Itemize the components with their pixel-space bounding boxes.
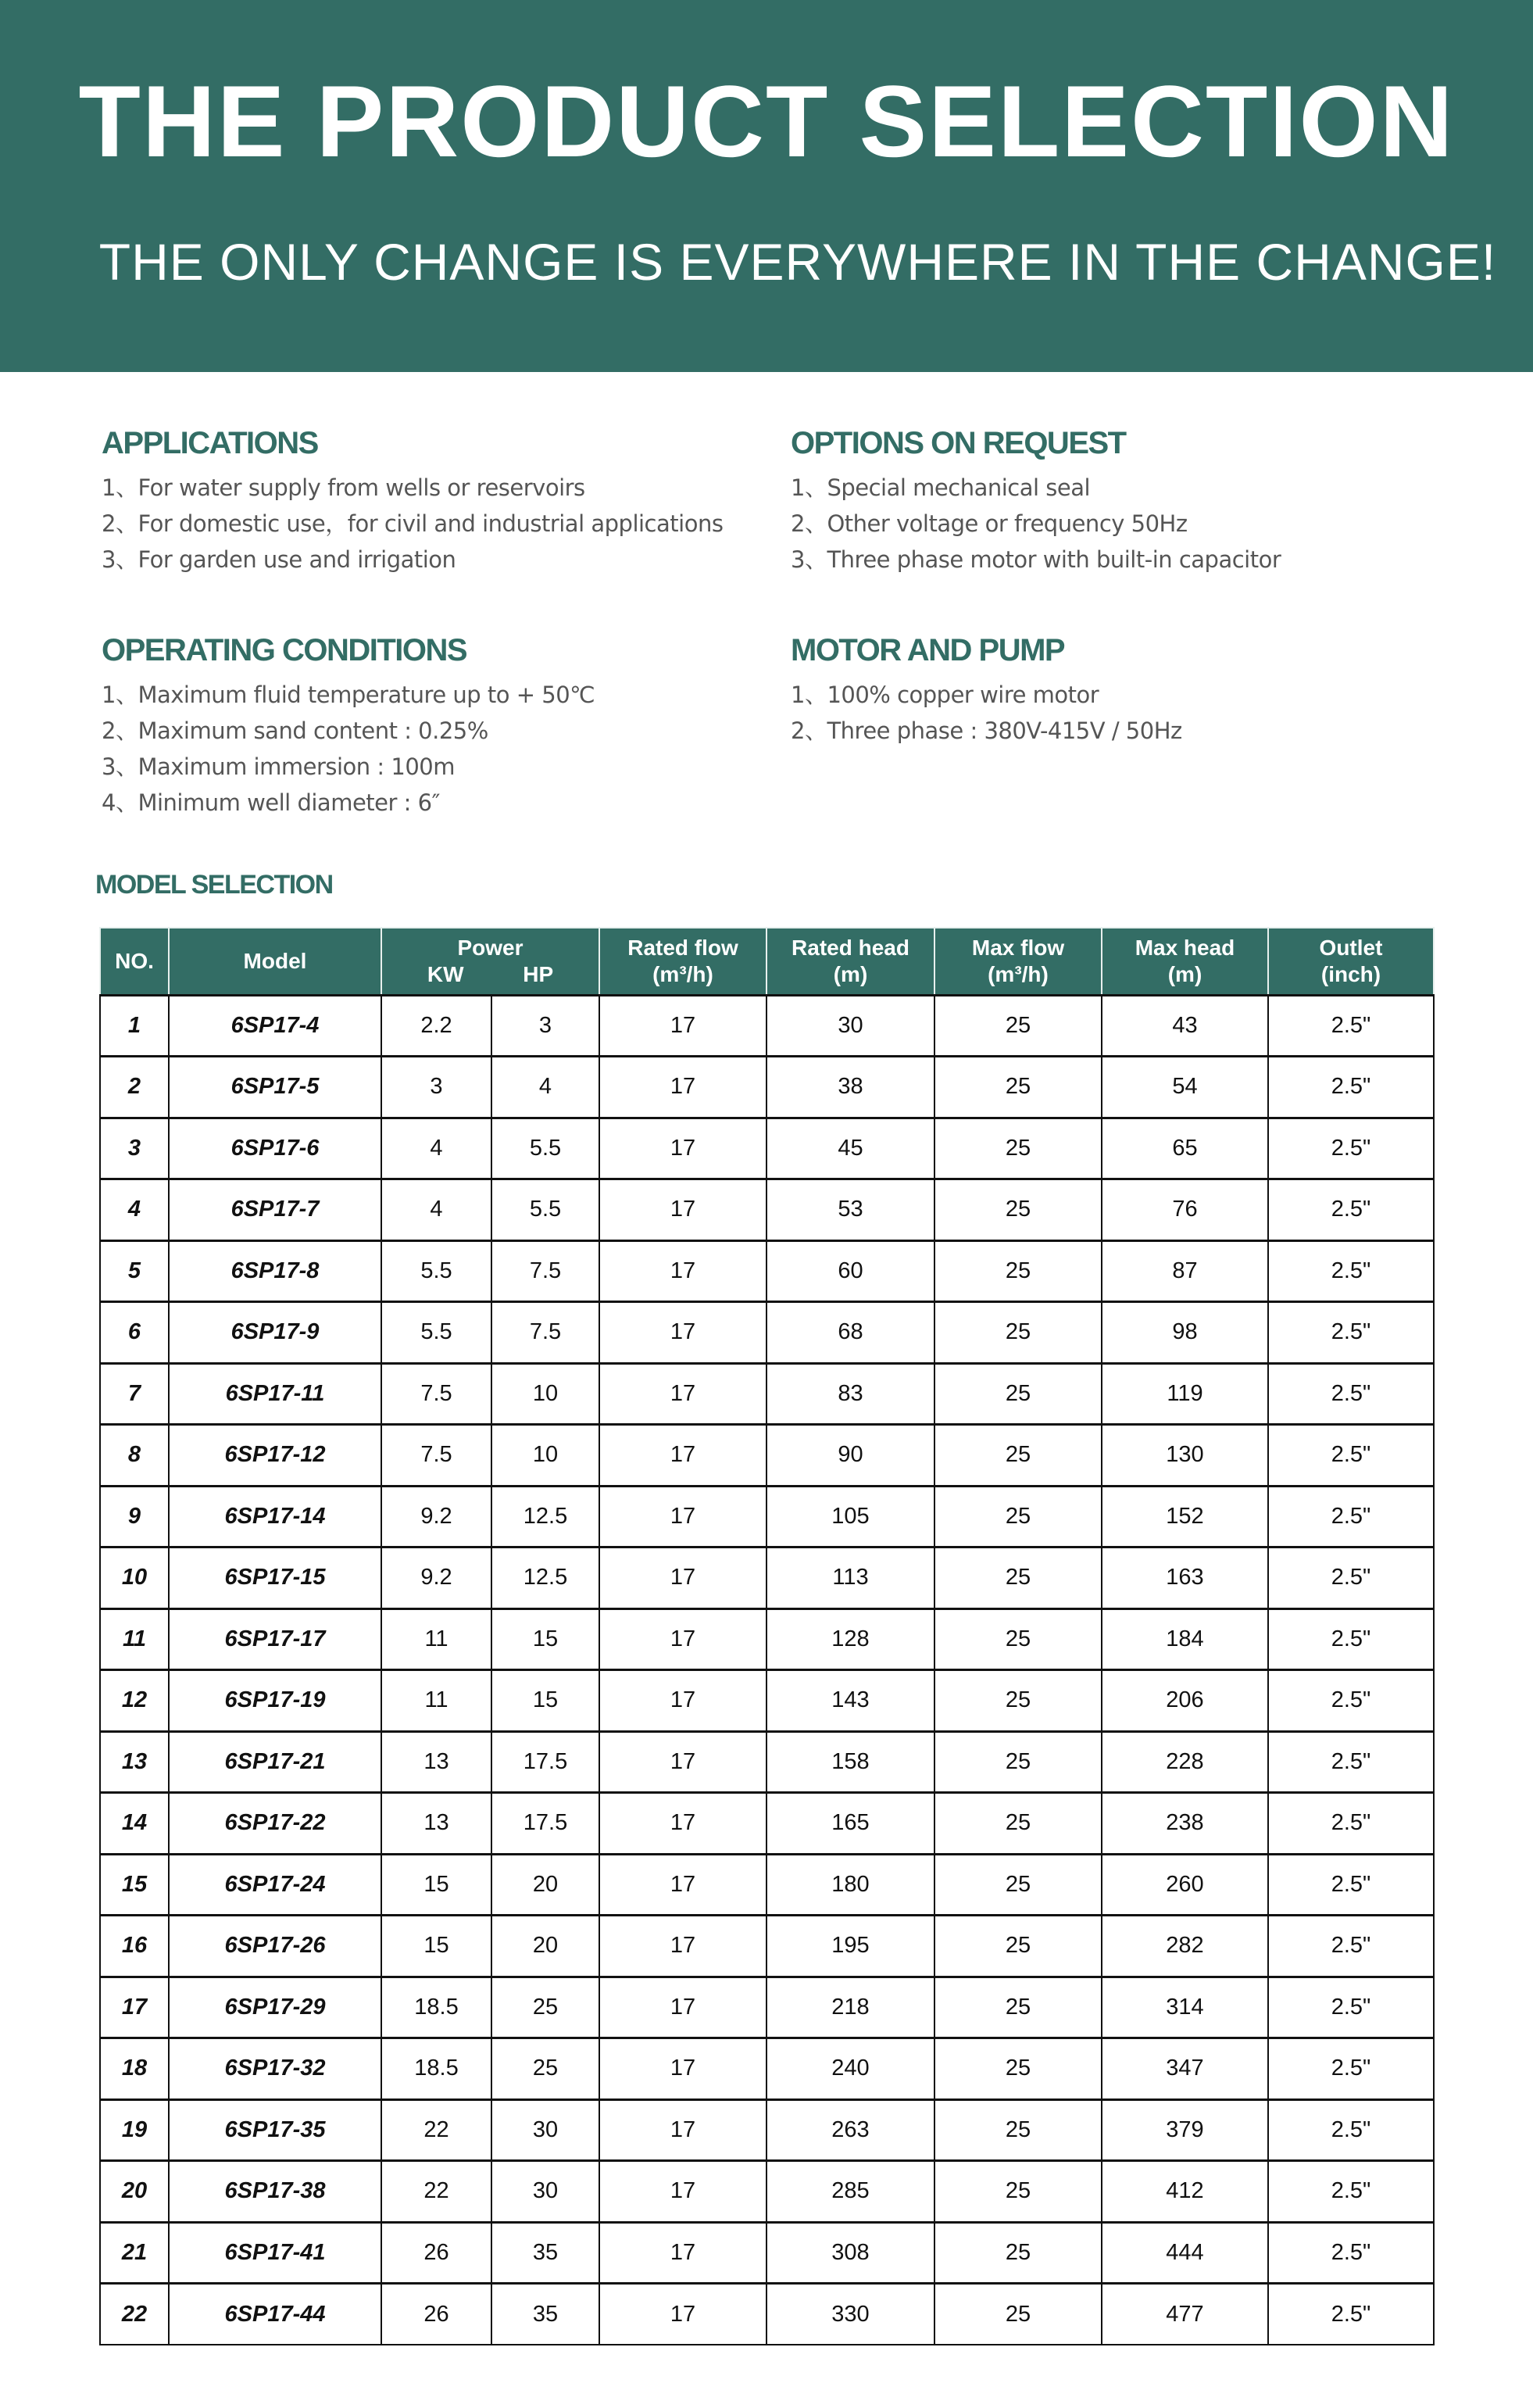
- cell-rated-flow: 17: [599, 1916, 766, 1977]
- cell-no: 11: [100, 1608, 169, 1670]
- list-item: 1、Special mechanical seal: [791, 474, 1091, 501]
- cell-no: 4: [100, 1179, 169, 1241]
- cell-rated-flow: 17: [599, 1854, 766, 1916]
- cell-hp: 20: [491, 1916, 599, 1977]
- table-row: [100, 1731, 1434, 1793]
- cell-no: 5: [100, 1240, 169, 1302]
- table-row: [100, 1179, 1434, 1241]
- options-heading: OPTIONS ON REQUEST: [791, 426, 1126, 460]
- list-item: 2、For domestic use，for civil and industrial applications: [102, 510, 724, 537]
- cell-max-flow: 25: [934, 1302, 1102, 1364]
- cell-rated-flow: 17: [599, 1179, 766, 1241]
- cell-max-head: 119: [1102, 1363, 1268, 1425]
- cell-outlet: 2.5": [1268, 2222, 1434, 2284]
- cell-outlet: 2.5": [1268, 1057, 1434, 1118]
- header-max-head: [1102, 928, 1268, 995]
- table-row: [100, 2038, 1434, 2100]
- cell-hp: 20: [491, 1854, 599, 1916]
- cell-rated-flow: 17: [599, 2038, 766, 2100]
- cell-rated-head: 90: [766, 1425, 934, 1487]
- header-label: Rated flow: [627, 935, 738, 960]
- cell-kw: 7.5: [381, 1363, 491, 1425]
- table-row: [100, 2099, 1434, 2161]
- cell-model: 6SP17-15: [169, 1547, 381, 1609]
- cell-model: 6SP17-8: [169, 1240, 381, 1302]
- cell-rated-flow: 17: [599, 1425, 766, 1487]
- cell-hp: 10: [491, 1425, 599, 1487]
- cell-outlet: 2.5": [1268, 1363, 1434, 1425]
- cell-kw: 15: [381, 1854, 491, 1916]
- cell-max-head: 477: [1102, 2284, 1268, 2345]
- cell-rated-head: 128: [766, 1608, 934, 1670]
- cell-outlet: 2.5": [1268, 2161, 1434, 2223]
- cell-hp: 35: [491, 2222, 599, 2284]
- cell-kw: 18.5: [381, 1977, 491, 2038]
- cell-kw: 5.5: [381, 1302, 491, 1364]
- cell-hp: 17.5: [491, 1731, 599, 1793]
- cell-max-head: 347: [1102, 2038, 1268, 2100]
- cell-outlet: 2.5": [1268, 1793, 1434, 1855]
- cell-hp: 15: [491, 1608, 599, 1670]
- cell-max-head: 238: [1102, 1793, 1268, 1855]
- operating-conditions-section: [102, 632, 595, 821]
- cell-max-head: 282: [1102, 1916, 1268, 1977]
- cell-hp: 15: [491, 1670, 599, 1732]
- cell-no: 8: [100, 1425, 169, 1487]
- cell-kw: 13: [381, 1793, 491, 1855]
- cell-rated-head: 263: [766, 2099, 934, 2161]
- table-row: [100, 2161, 1434, 2223]
- cell-outlet: 2.5": [1268, 1854, 1434, 1916]
- cell-model: 6SP17-9: [169, 1302, 381, 1364]
- cell-kw: 5.5: [381, 1240, 491, 1302]
- cell-kw: 4: [381, 1179, 491, 1241]
- cell-model: 6SP17-38: [169, 2161, 381, 2223]
- cell-max-flow: 25: [934, 1363, 1102, 1425]
- cell-no: 12: [100, 1670, 169, 1732]
- cell-no: 22: [100, 2284, 169, 2345]
- cell-model: 6SP17-29: [169, 1977, 381, 2038]
- model-selection-table: [99, 927, 1435, 2345]
- cell-max-head: 228: [1102, 1731, 1268, 1793]
- cell-rated-head: 165: [766, 1793, 934, 1855]
- table-row: [100, 1057, 1434, 1118]
- table-row: [100, 1486, 1434, 1547]
- cell-model: 6SP17-5: [169, 1057, 381, 1118]
- cell-outlet: 2.5": [1268, 1670, 1434, 1732]
- cell-kw: 26: [381, 2222, 491, 2284]
- cell-outlet: 2.5": [1268, 1486, 1434, 1547]
- table-row: [100, 1425, 1434, 1487]
- cell-max-flow: 25: [934, 1425, 1102, 1487]
- header-unit: (m): [1167, 961, 1202, 986]
- cell-rated-head: 285: [766, 2161, 934, 2223]
- table-row: [100, 995, 1434, 1057]
- cell-outlet: 2.5": [1268, 1547, 1434, 1609]
- list-item: 3、Three phase motor with built-in capacitor: [791, 546, 1281, 573]
- table-body: [100, 995, 1434, 2345]
- table-row: [100, 1977, 1434, 2038]
- cell-hp: 30: [491, 2161, 599, 2223]
- cell-model: 6SP17-26: [169, 1916, 381, 1977]
- cell-model: 6SP17-21: [169, 1731, 381, 1793]
- header-power: [381, 928, 599, 995]
- table-row: [100, 2284, 1434, 2345]
- cell-outlet: 2.5": [1268, 2099, 1434, 2161]
- cell-max-head: 206: [1102, 1670, 1268, 1732]
- cell-rated-flow: 17: [599, 2222, 766, 2284]
- table-row: [100, 1240, 1434, 1302]
- table-row: [100, 1793, 1434, 1855]
- cell-hp: 35: [491, 2284, 599, 2345]
- cell-kw: 26: [381, 2284, 491, 2345]
- cell-max-flow: 25: [934, 1793, 1102, 1855]
- cell-rated-flow: 17: [599, 1670, 766, 1732]
- page-subtitle: THE ONLY CHANGE IS EVERYWHERE IN THE CHANGE!: [98, 233, 1497, 291]
- cell-rated-head: 330: [766, 2284, 934, 2345]
- options-list: [791, 470, 1281, 578]
- header-hp: HP: [523, 961, 554, 986]
- cell-hp: 5.5: [491, 1118, 599, 1179]
- cell-rated-head: 240: [766, 2038, 934, 2100]
- cell-no: 1: [100, 995, 169, 1057]
- cell-hp: 12.5: [491, 1547, 599, 1609]
- cell-max-head: 98: [1102, 1302, 1268, 1364]
- cell-max-head: 152: [1102, 1486, 1268, 1547]
- cell-rated-head: 158: [766, 1731, 934, 1793]
- cell-max-flow: 25: [934, 1179, 1102, 1241]
- cell-max-flow: 25: [934, 2099, 1102, 2161]
- header-no: NO.: [100, 928, 169, 995]
- cell-hp: 30: [491, 2099, 599, 2161]
- cell-outlet: 2.5": [1268, 1240, 1434, 1302]
- cell-no: 13: [100, 1731, 169, 1793]
- cell-rated-head: 60: [766, 1240, 934, 1302]
- header-unit: (inch): [1320, 961, 1381, 986]
- cell-no: 17: [100, 1977, 169, 2038]
- cell-outlet: 2.5": [1268, 1977, 1434, 2038]
- cell-rated-head: 308: [766, 2222, 934, 2284]
- header-label: Outlet: [1319, 935, 1383, 960]
- cell-outlet: 2.5": [1268, 1731, 1434, 1793]
- cell-kw: 13: [381, 1731, 491, 1793]
- cell-model: 6SP17-35: [169, 2099, 381, 2161]
- header-banner: [0, 0, 1533, 372]
- cell-kw: 11: [381, 1670, 491, 1732]
- cell-rated-flow: 17: [599, 1608, 766, 1670]
- cell-max-flow: 25: [934, 1057, 1102, 1118]
- cell-max-head: 412: [1102, 2161, 1268, 2223]
- cell-max-head: 76: [1102, 1179, 1268, 1241]
- list-item: 4、Minimum well diameter : 6″: [102, 789, 440, 816]
- cell-no: 15: [100, 1854, 169, 1916]
- applications-section: [102, 424, 723, 578]
- cell-hp: 10: [491, 1363, 599, 1425]
- header-label: Rated head: [792, 935, 909, 960]
- options-section: [791, 424, 1281, 578]
- cell-hp: 12.5: [491, 1486, 599, 1547]
- cell-no: 20: [100, 2161, 169, 2223]
- cell-no: 9: [100, 1486, 169, 1547]
- cell-rated-head: 38: [766, 1057, 934, 1118]
- cell-max-head: 130: [1102, 1425, 1268, 1487]
- cell-max-flow: 25: [934, 1486, 1102, 1547]
- header-label: Max head: [1135, 935, 1235, 960]
- cell-no: 14: [100, 1793, 169, 1855]
- list-item: 1、100% copper wire motor: [791, 682, 1099, 708]
- cell-rated-head: 68: [766, 1302, 934, 1364]
- cell-model: 6SP17-41: [169, 2222, 381, 2284]
- cell-kw: 22: [381, 2099, 491, 2161]
- cell-no: 19: [100, 2099, 169, 2161]
- cell-model: 6SP17-17: [169, 1608, 381, 1670]
- cell-no: 16: [100, 1916, 169, 1977]
- table-row: [100, 1302, 1434, 1364]
- page-title: THE PRODUCT SELECTION: [78, 64, 1455, 178]
- cell-kw: 15: [381, 1916, 491, 1977]
- cell-rated-head: 53: [766, 1179, 934, 1241]
- cell-outlet: 2.5": [1268, 1425, 1434, 1487]
- cell-max-flow: 25: [934, 1608, 1102, 1670]
- header-label: Max flow: [971, 935, 1065, 960]
- cell-model: 6SP17-19: [169, 1670, 381, 1732]
- list-item: 2、Three phase : 380V-415V / 50Hz: [791, 717, 1182, 744]
- operating-heading: OPERATING CONDITIONS: [102, 633, 467, 667]
- table-header-row: [100, 928, 1434, 995]
- cell-max-head: 54: [1102, 1057, 1268, 1118]
- cell-rated-head: 105: [766, 1486, 934, 1547]
- table-row: [100, 1363, 1434, 1425]
- motor-heading: MOTOR AND PUMP: [791, 633, 1065, 667]
- cell-rated-flow: 17: [599, 1302, 766, 1364]
- cell-max-head: 163: [1102, 1547, 1268, 1609]
- cell-rated-flow: 17: [599, 995, 766, 1057]
- cell-kw: 7.5: [381, 1425, 491, 1487]
- cell-hp: 4: [491, 1057, 599, 1118]
- cell-max-head: 43: [1102, 995, 1268, 1057]
- cell-outlet: 2.5": [1268, 1179, 1434, 1241]
- table-row: [100, 1670, 1434, 1732]
- cell-rated-head: 143: [766, 1670, 934, 1732]
- cell-max-flow: 25: [934, 995, 1102, 1057]
- cell-no: 6: [100, 1302, 169, 1364]
- cell-rated-flow: 17: [599, 2161, 766, 2223]
- cell-no: 21: [100, 2222, 169, 2284]
- table-row: [100, 1854, 1434, 1916]
- cell-outlet: 2.5": [1268, 2038, 1434, 2100]
- cell-hp: 17.5: [491, 1793, 599, 1855]
- operating-list: [102, 677, 595, 821]
- cell-outlet: 2.5": [1268, 2284, 1434, 2345]
- cell-kw: 4: [381, 1118, 491, 1179]
- cell-rated-head: 30: [766, 995, 934, 1057]
- cell-max-flow: 25: [934, 1118, 1102, 1179]
- cell-model: 6SP17-11: [169, 1363, 381, 1425]
- cell-rated-flow: 17: [599, 1240, 766, 1302]
- cell-no: 10: [100, 1547, 169, 1609]
- cell-rated-flow: 17: [599, 1057, 766, 1118]
- cell-hp: 5.5: [491, 1179, 599, 1241]
- cell-hp: 7.5: [491, 1302, 599, 1364]
- cell-outlet: 2.5": [1268, 1916, 1434, 1977]
- cell-rated-head: 180: [766, 1854, 934, 1916]
- table-row: [100, 1608, 1434, 1670]
- cell-outlet: 2.5": [1268, 995, 1434, 1057]
- header-unit: (m): [833, 961, 868, 986]
- cell-max-flow: 25: [934, 1547, 1102, 1609]
- table-row: [100, 1118, 1434, 1179]
- table-row: [100, 1547, 1434, 1609]
- list-item: 3、For garden use and irrigation: [102, 546, 456, 573]
- cell-rated-flow: 17: [599, 1977, 766, 2038]
- motor-list: [791, 677, 1182, 749]
- cell-max-flow: 25: [934, 1854, 1102, 1916]
- cell-max-flow: 25: [934, 1731, 1102, 1793]
- cell-max-flow: 25: [934, 2038, 1102, 2100]
- cell-rated-flow: 17: [599, 1731, 766, 1793]
- cell-kw: 9.2: [381, 1547, 491, 1609]
- cell-max-head: 314: [1102, 1977, 1268, 2038]
- cell-no: 2: [100, 1057, 169, 1118]
- cell-rated-head: 83: [766, 1363, 934, 1425]
- header-unit: (m³/h): [988, 961, 1049, 986]
- list-item: 1、For water supply from wells or reservoirs: [102, 474, 585, 501]
- cell-max-head: 87: [1102, 1240, 1268, 1302]
- cell-rated-flow: 17: [599, 1793, 766, 1855]
- cell-model: 6SP17-22: [169, 1793, 381, 1855]
- table-row: [100, 1916, 1434, 1977]
- cell-model: 6SP17-14: [169, 1486, 381, 1547]
- cell-kw: 22: [381, 2161, 491, 2223]
- cell-rated-head: 113: [766, 1547, 934, 1609]
- cell-model: 6SP17-12: [169, 1425, 381, 1487]
- cell-model: 6SP17-4: [169, 995, 381, 1057]
- cell-max-flow: 25: [934, 1240, 1102, 1302]
- cell-hp: 7.5: [491, 1240, 599, 1302]
- cell-outlet: 2.5": [1268, 1302, 1434, 1364]
- cell-max-head: 379: [1102, 2099, 1268, 2161]
- cell-model: 6SP17-6: [169, 1118, 381, 1179]
- header-outlet: [1268, 928, 1434, 995]
- cell-hp: 25: [491, 1977, 599, 2038]
- header-max-flow: [934, 928, 1102, 995]
- cell-max-head: 260: [1102, 1854, 1268, 1916]
- cell-max-flow: 25: [934, 2161, 1102, 2223]
- cell-rated-head: 195: [766, 1916, 934, 1977]
- cell-model: 6SP17-44: [169, 2284, 381, 2345]
- cell-model: 6SP17-24: [169, 1854, 381, 1916]
- applications-heading: APPLICATIONS: [102, 426, 318, 460]
- model-selection-heading: MODEL SELECTION: [95, 870, 333, 900]
- cell-kw: 9.2: [381, 1486, 491, 1547]
- cell-no: 3: [100, 1118, 169, 1179]
- header-rated-head: [766, 928, 934, 995]
- cell-max-flow: 25: [934, 1670, 1102, 1732]
- header-kw: KW: [427, 961, 464, 986]
- cell-outlet: 2.5": [1268, 1608, 1434, 1670]
- cell-hp: 25: [491, 2038, 599, 2100]
- cell-rated-flow: 17: [599, 1547, 766, 1609]
- cell-rated-flow: 17: [599, 1118, 766, 1179]
- header-unit: (m³/h): [652, 961, 713, 986]
- list-item: 2、Other voltage or frequency 50Hz: [791, 510, 1188, 537]
- cell-model: 6SP17-32: [169, 2038, 381, 2100]
- cell-rated-flow: 17: [599, 1363, 766, 1425]
- header-rated-flow: [599, 928, 766, 995]
- cell-max-flow: 25: [934, 1916, 1102, 1977]
- cell-kw: 2.2: [381, 995, 491, 1057]
- list-item: 1、Maximum fluid temperature up to + 50℃: [102, 682, 595, 708]
- cell-max-flow: 25: [934, 2284, 1102, 2345]
- cell-max-head: 444: [1102, 2222, 1268, 2284]
- cell-kw: 18.5: [381, 2038, 491, 2100]
- cell-rated-head: 218: [766, 1977, 934, 2038]
- cell-rated-head: 45: [766, 1118, 934, 1179]
- table-row: [100, 2222, 1434, 2284]
- cell-rated-flow: 17: [599, 2099, 766, 2161]
- cell-kw: 3: [381, 1057, 491, 1118]
- cell-max-head: 65: [1102, 1118, 1268, 1179]
- cell-model: 6SP17-7: [169, 1179, 381, 1241]
- cell-no: 18: [100, 2038, 169, 2100]
- list-item: 2、Maximum sand content : 0.25%: [102, 717, 488, 744]
- motor-pump-section: [791, 632, 1182, 749]
- applications-list: [102, 470, 723, 578]
- list-item: 3、Maximum immersion : 100m: [102, 753, 455, 780]
- cell-hp: 3: [491, 995, 599, 1057]
- cell-max-flow: 25: [934, 1977, 1102, 2038]
- cell-kw: 11: [381, 1608, 491, 1670]
- cell-rated-flow: 17: [599, 1486, 766, 1547]
- header-model: Model: [169, 928, 381, 995]
- cell-max-head: 184: [1102, 1608, 1268, 1670]
- header-power-label: Power: [457, 935, 524, 960]
- cell-max-flow: 25: [934, 2222, 1102, 2284]
- cell-outlet: 2.5": [1268, 1118, 1434, 1179]
- cell-no: 7: [100, 1363, 169, 1425]
- cell-rated-flow: 17: [599, 2284, 766, 2345]
